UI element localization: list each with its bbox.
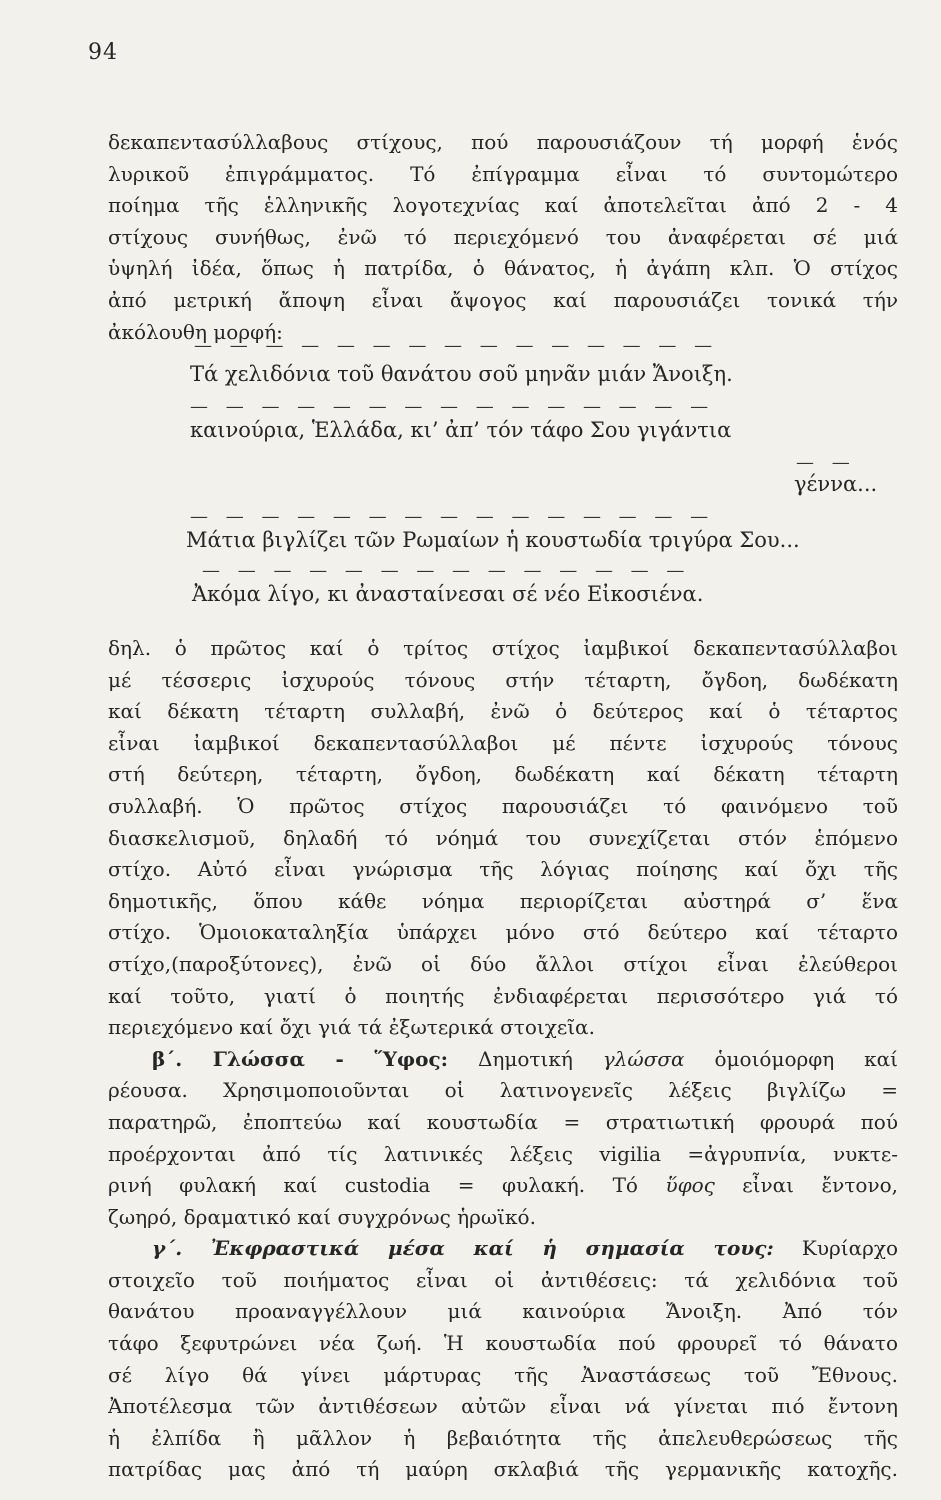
text-line: διασκελισμοῦ, δηλαδή τό νόημά του συνεχίζεται στόν ἑπόμενο (108, 825, 898, 850)
text-line: συλλαβή. Ὁ πρῶτος στίχος παρουσιάζει τό φαινόμενο τοῦ (108, 793, 898, 818)
text-line: θανάτου προαναγγέλλουν μιά καινούρια Ἄνοιξη. Ἀπό τόν (108, 1299, 898, 1324)
text-line: στή δεύτερη, τέταρτη, ὄγδοη, δωδέκατη καί δέκατη τέταρτη (108, 762, 898, 787)
text-line: εἶναι ἰαμβικοί δεκαπεντασύλλαβοι μέ πέντε ἰσχυρούς τόνους (108, 730, 898, 755)
meter-marks: — — (796, 452, 856, 473)
text-fragment: Τό (612, 1173, 638, 1198)
poem-line-1: Τά χελιδόνια τοῦ θανάτου σοῦ μηνᾶν μιάν Ἄνοιξη. (190, 362, 733, 386)
text-line: ποίημα τῆς ἑλληνικῆς λογοτεχνίας καί ἀποτελεῖται ἀπό 2 - 4 (108, 193, 898, 218)
text-line: στίχο. Ὁμοιοκαταληξία ὑπάρχει μόνο στό δεύτερο καί τέταρτο (108, 920, 898, 945)
text-line (108, 1170, 898, 1202)
poem-line-2: καινούρια, Ἑλλάδα, κι’ ἀπ’ τόν τάφο Σου γιγάντια (190, 418, 732, 442)
text-fragment: ρινή φυλακή καί custodia = φυλακή. (108, 1173, 586, 1198)
text-line: ρέουσα. Χρησιμοποιοῦνται οἱ λατινογενεῖς λέξεις βιγλίζω = (108, 1078, 898, 1103)
text-line: στίχους συνήθως, ἐνῶ τό περιεχόμενό του ἀναφέρεται σέ μιά (108, 224, 898, 249)
text-line: ἡ ἐλπίδα ἢ μᾶλλον ἡ βεβαιότητα τῆς ἀπελευθερώσεως τῆς (108, 1425, 898, 1450)
text-line: καί δέκατη τέταρτη συλλαβή, ἐνῶ ὁ δεύτερος καί ὁ τέταρτος (108, 699, 898, 724)
text-line: Ἀποτέλεσμα τῶν ἀντιθέσεων αὐτῶν εἶναι νά γίνεται πιό ἔντονη (108, 1394, 898, 1419)
text-line: πατρίδας μας ἀπό τή μαύρη σκλαβιά τῆς γερμανικῆς κατοχῆς. (108, 1457, 898, 1482)
section-c-heading: γ΄. Ἐκφραστικά μέσα καί ἡ σημασία τους: (152, 1236, 774, 1261)
intro-paragraph (108, 127, 898, 348)
text-line: ἀπό μετρική ἄποψη εἶναι ἄψογος καί παρουσιάζει τονικά τήν (108, 287, 898, 312)
text-line: λυρικοῦ ἐπιγράμματος. Τό ἐπίγραμμα εἶναι τό συντομώτερο (108, 161, 898, 186)
italic-term: ὕφος (665, 1173, 715, 1198)
text-line: παρατηρῶ, ἐποπτεύω καί κουστωδία = στρατιωτική φρουρά πού (108, 1109, 898, 1134)
text-fragment: ὁμοιόμορφη καί (714, 1046, 898, 1071)
text-fragment: εἶναι ἔντονο, (742, 1173, 898, 1198)
text-line: στίχο,(παροξύτονες), ἐνῶ οἱ δύο ἄλλοι στίχοι εἶναι ἐλεύθεροι (108, 951, 898, 976)
text-line: ἀκόλουθη μορφή: (108, 319, 283, 344)
text-fragment: Κυρίαρχο (801, 1236, 898, 1261)
analysis-text (108, 633, 898, 1486)
meter-marks: — — — — — — — — — — — — — — — (194, 335, 719, 356)
text-line: ὑψηλή ἰδέα, ὅπως ἡ πατρίδα, ὁ θάνατος, ἡ ἀγάπη κλπ. Ὁ στίχος (108, 256, 898, 281)
text-line: ζωηρό, δραματικό καί συγχρόνως ἡρωϊκό. (108, 1204, 536, 1229)
text-line: καί τοῦτο, γιατί ὁ ποιητής ἐνδιαφέρεται περισσότερο γιά τό (108, 983, 898, 1008)
text-line: περιεχόμενο καί ὄχι γιά τά ἐξωτερικά στοιχεῖα. (108, 1015, 595, 1040)
text-line: δηλ. ὁ πρῶτος καί ὁ τρίτος στίχος ἰαμβικοί δεκαπεντασύλλαβοι (108, 636, 898, 660)
text-line: προέρχονται ἀπό τίς λατινικές λέξεις vigilia =ἀγρυπνία, νυκτε- (108, 1141, 898, 1166)
text-line: μέ τέσσερις ἰσχυρούς τόνους στήν τέταρτη, ὄγδοη, δωδέκατη (108, 667, 898, 692)
poem-line-2-continued: γέννα... (794, 472, 878, 496)
text-line: στίχο. Αὐτό εἶναι γνώρισμα τῆς λόγιας ποίησης καί ὄχι τῆς (108, 857, 898, 882)
meter-marks: — — — — — — — — — — — — — — — (190, 396, 715, 417)
section-b-first-line (108, 1044, 898, 1076)
poem-line-4: Ἀκόμα λίγο, κι ἀνασταίνεσαι σέ νέο Εἰκοσιένα. (192, 582, 704, 606)
text-line: δημοτικῆς, ὅπου κάθε νόημα περιορίζεται αὐστηρά σ’ ἕνα (108, 888, 898, 913)
section-b-heading: β΄. Γλώσσα - Ὕφος: (152, 1046, 449, 1071)
meter-marks: — — — — — — — — — — — — — — — (190, 506, 715, 527)
text-line: τάφο ξεφυτρώνει νέα ζωή. Ἡ κουστωδία πού φρουρεῖ τό θάνατο (108, 1331, 898, 1356)
text-fragment: Δημοτική (477, 1046, 573, 1071)
section-c-first-line (108, 1233, 898, 1265)
text-line: στοιχεῖο τοῦ ποιήματος εἶναι οἱ ἀντιθέσεις: τά χελιδόνια τοῦ (108, 1267, 898, 1292)
meter-marks: — — — — — — — — — — — — — — (202, 560, 691, 581)
text-line: σέ λίγο θά γίνει μάρτυρας τῆς Ἀναστάσεως τοῦ Ἔθνους. (108, 1362, 898, 1387)
poem-line-3: Μάτια βιγλίζει τῶν Ρωμαίων ἡ κουστωδία τριγύρα Σου... (186, 528, 800, 552)
italic-term: γλώσσα (602, 1046, 685, 1071)
page-number: 94 (88, 40, 118, 65)
text-line: δεκαπεντασύλλαβους στίχους, πού παρουσιάζουν τή μορφή ἑνός (108, 130, 898, 154)
